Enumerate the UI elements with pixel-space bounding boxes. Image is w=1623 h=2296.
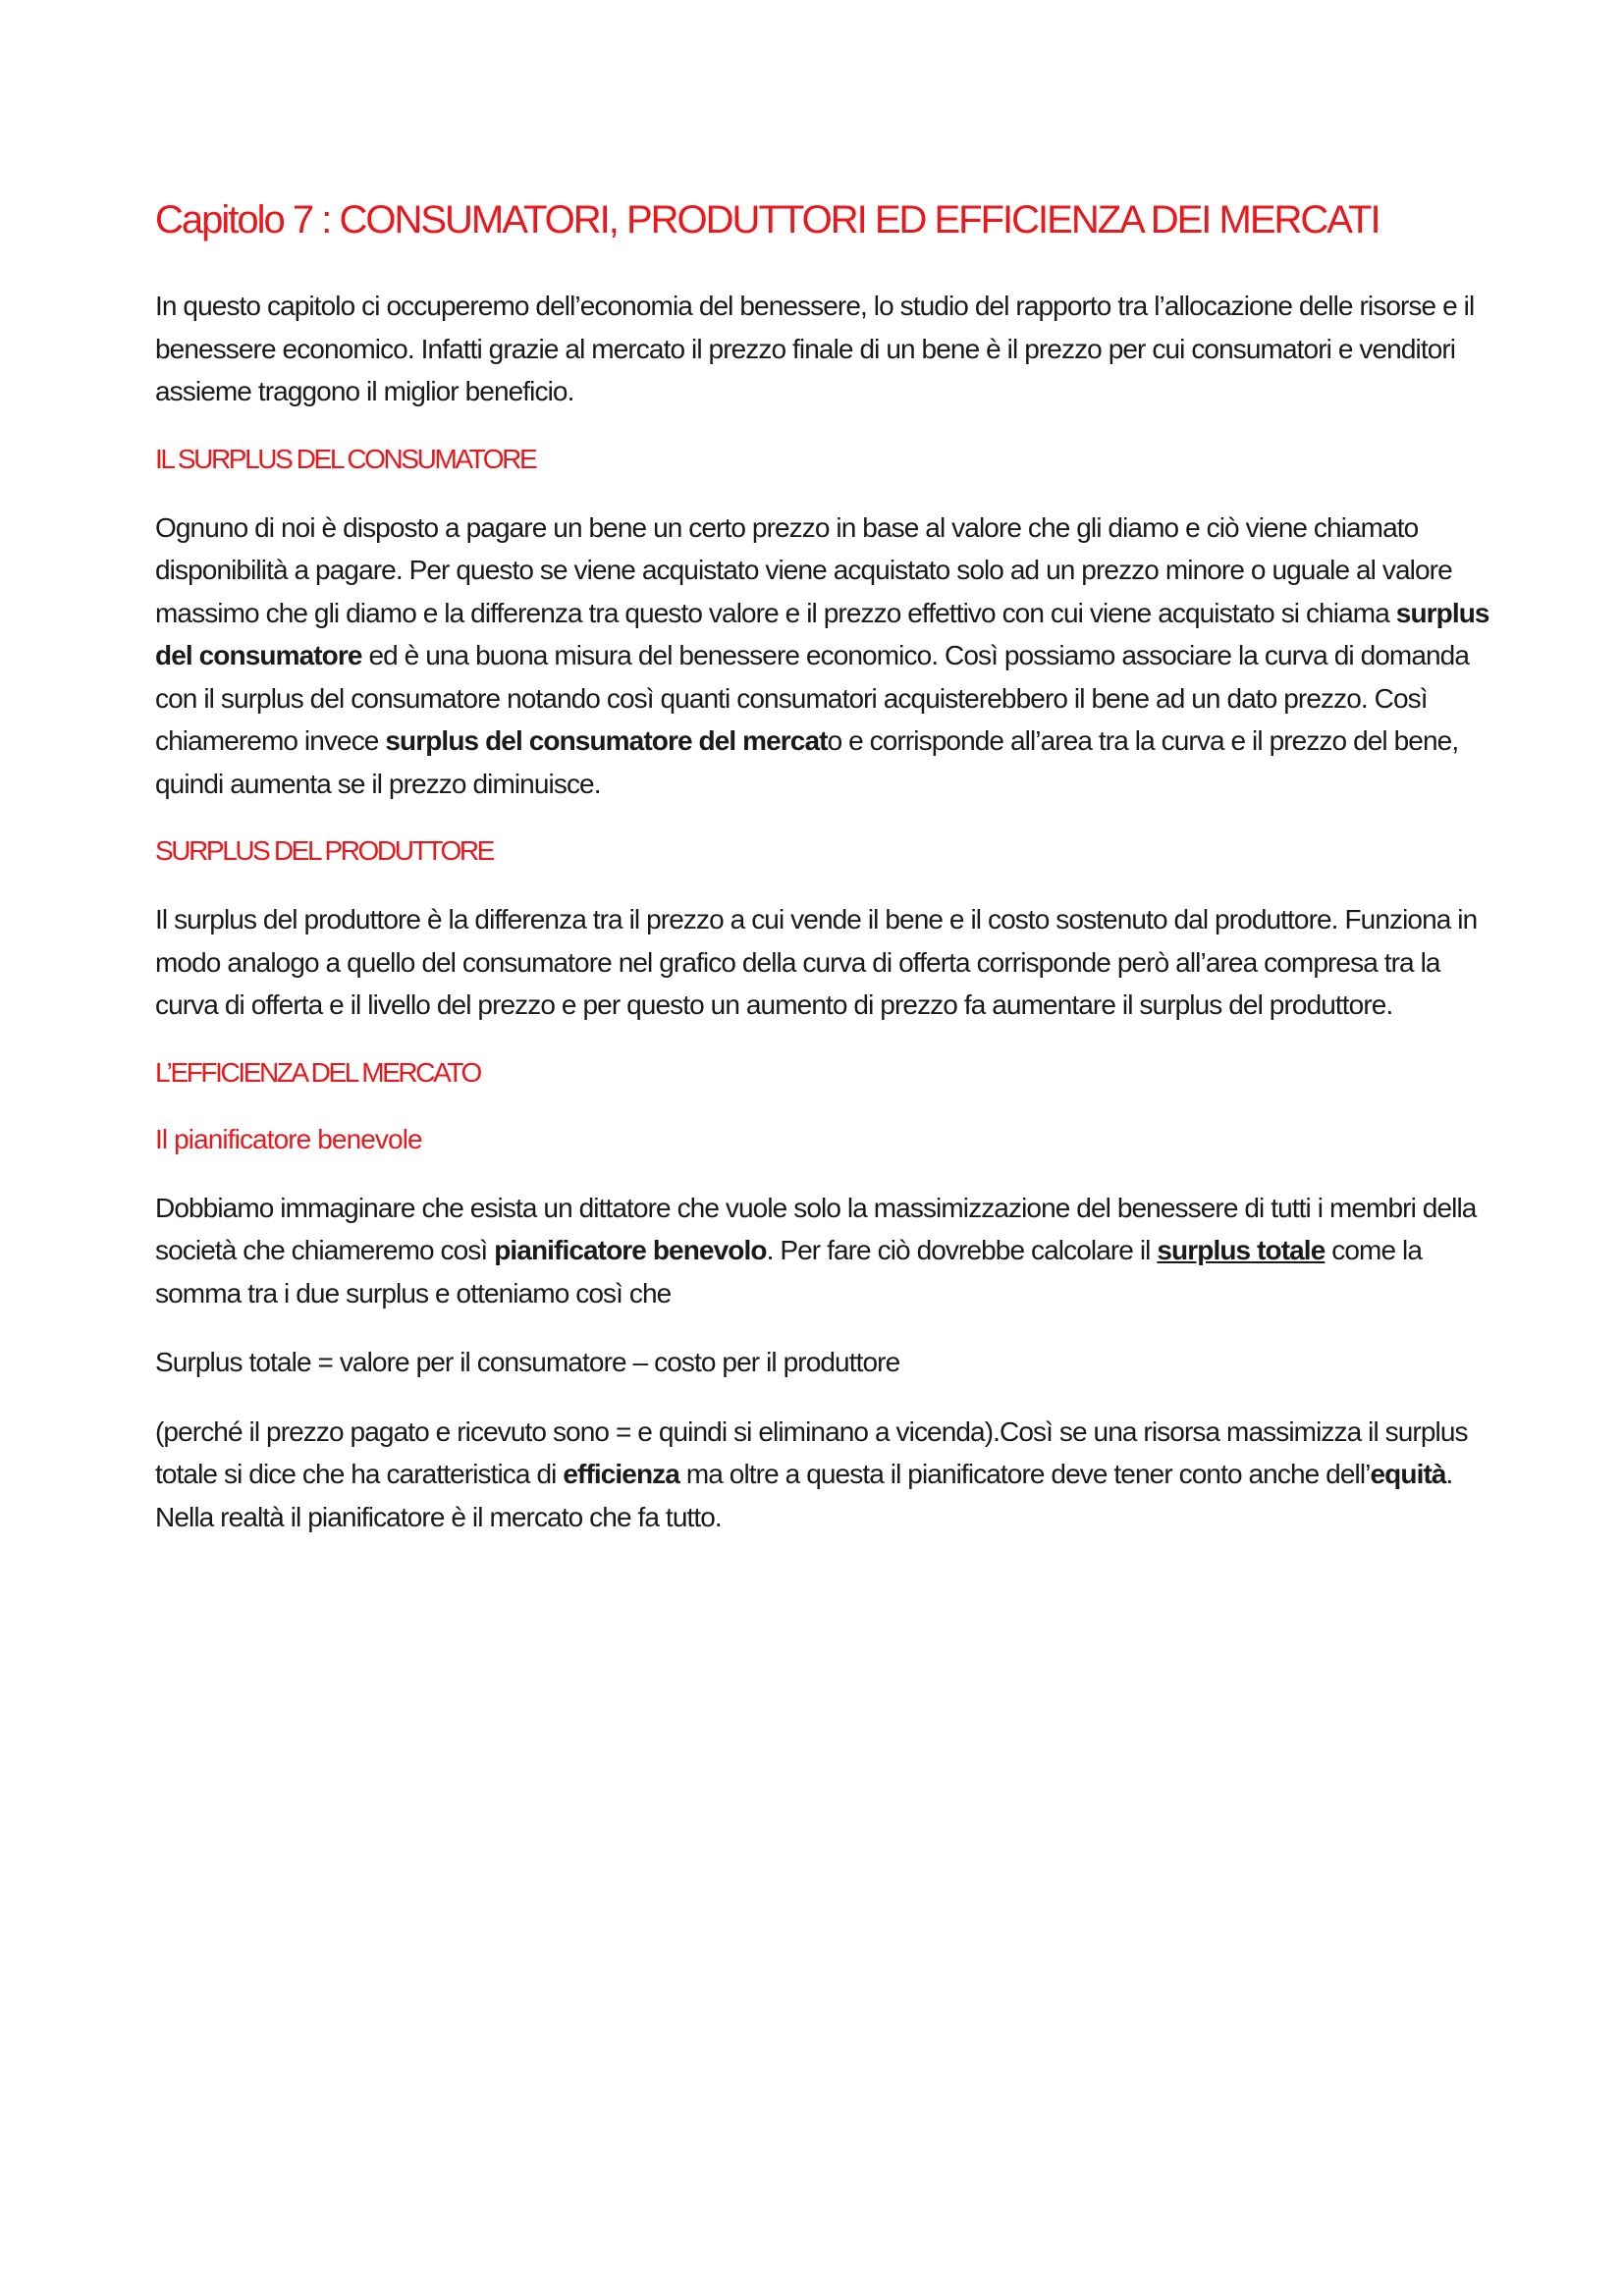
section-heading-consumer-surplus: IL SURPLUS DEL CONSUMATORE <box>155 443 536 474</box>
bold-term-consumer-surplus: surplus del consumatore <box>155 597 1489 670</box>
text-run: ed è una buona misura del benessere economico. Così possiamo associare la curva di domanda con il surplus del consumatore notando così quanti consumatori acquisterebbero il bene ad un dato prezzo. Così chiameremo invece <box>155 640 1470 756</box>
chapter-title: Capitolo 7 : CONSUMATORI, PRODUTTORI ED EFFICIENZA DEI MERCATI <box>155 198 1380 241</box>
efficiency-equity-paragraph <box>155 1411 1490 1539</box>
section-heading-producer-surplus: SURPLUS DEL PRODUTTORE <box>155 835 493 866</box>
benevolent-planner-paragraph <box>155 1187 1490 1315</box>
text-run: ma oltre a questa il pianificatore deve tener conto anche dell’ <box>678 1459 1371 1489</box>
bold-term-efficiency: efficienza <box>563 1459 679 1489</box>
text-run: Ognuno di noi è disposto a pagare un bene un certo prezzo in base al valore che gli diamo e ciò viene chiamato disponibilità a pagare. Per questo se viene acquistato viene acquistato solo ad un prezzo minore o uguale al valore massimo che gli diamo e la differenza tra questo valore e il prezzo effettivo con cui viene acquistato si chiama <box>155 511 1452 628</box>
total-surplus-formula: Surplus totale = valore per il consumatore – costo per il produttore <box>155 1347 900 1377</box>
text-run: (perché il prezzo pagato e ricevuto sono = e quindi si eliminano a vicenda).Così se una risorsa massimizza il surplus totale si dice che ha caratteristica di <box>155 1415 1468 1489</box>
bold-term-benevolent-planner: pianificatore benevolo <box>494 1235 767 1265</box>
document-page <box>155 192 1490 1565</box>
subsection-heading-benevolent-planner: Il pianificatore benevole <box>155 1123 422 1154</box>
text-run: o e corrisponde all’area tra la curva e il prezzo del bene, quindi aumenta se il prezzo diminuisce. <box>155 725 1459 799</box>
bold-underlined-term-total-surplus: surplus totale <box>1157 1235 1325 1265</box>
consumer-surplus-paragraph <box>155 507 1490 806</box>
text-run: Dobbiamo immaginare che esista un dittatore che vuole solo la massimizzazione del benessere di tutti i membri della società che chiameremo così <box>155 1192 1477 1265</box>
text-run: come la somma tra i due surplus e otteniamo così che <box>155 1235 1422 1308</box>
text-run: . Nella realtà il pianificatore è il mercato che fa tutto. <box>155 1459 1453 1532</box>
intro-paragraph: In questo capitolo ci occuperemo dell’economia del benessere, lo studio del rapporto tra l’allocazione delle risorse e il benessere economico. Infatti grazie al mercato il prezzo finale di un bene è il prezzo per cui consumatori e venditori assieme traggono il miglior beneficio. <box>155 291 1475 406</box>
section-heading-market-efficiency: L’EFFICIENZA DEL MERCATO <box>155 1056 480 1088</box>
text-run: . Per fare ciò dovrebbe calcolare il <box>766 1235 1158 1265</box>
bold-term-equity: equità <box>1370 1459 1446 1489</box>
bold-term-market-consumer-surplus: surplus del consumatore del mercat <box>385 725 828 756</box>
producer-surplus-paragraph: Il surplus del produttore è la differenza tra il prezzo a cui vende il bene e il costo sostenuto dal produttore. Funziona in modo analogo a quello del consumatore nel grafico della curva di offerta corrisponde però all’area compresa tra la curva di offerta e il livello del prezzo e per questo un aumento di prezzo fa aumentare il surplus del produttore. <box>155 904 1478 1020</box>
